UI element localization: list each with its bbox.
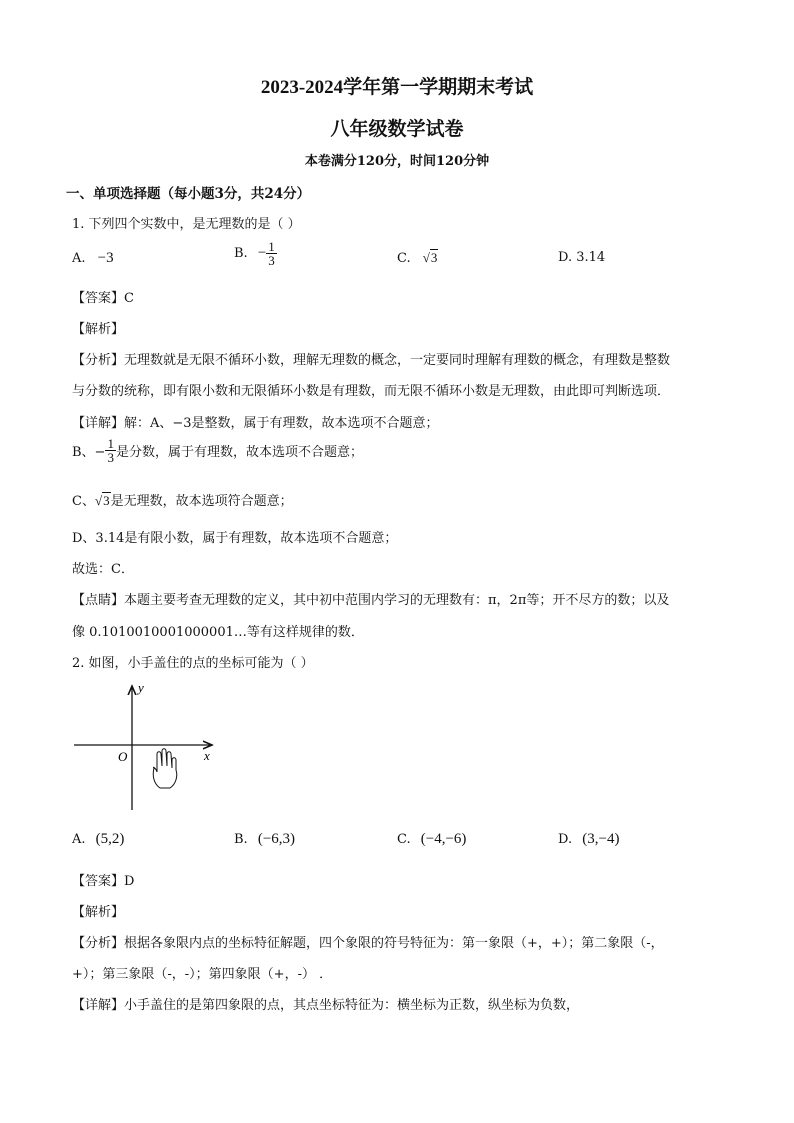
q2-fenxi-line-1: 【分析】根据各象限内点的坐标特征解题，四个象限的符号特征为：第一象限（+，+）；第二象限（-， [72, 936, 664, 951]
q2-fenxi-line-2: +）；第三象限（-，-）；第四象限（+，-） ． [72, 967, 333, 982]
q1-choose: 故选：C． [72, 562, 134, 577]
fraction-numerator: 1 [107, 436, 114, 451]
q1-option-b-sign: − [257, 245, 267, 261]
q2-option-b-label: B. [234, 832, 248, 847]
q1-xiangjie-line-1: 【详解】解：A、−3是整数，属于有理数，故本选项不合题意； [72, 416, 439, 431]
q1-option-b [234, 240, 277, 267]
sqrt-icon: √ [422, 250, 430, 265]
q1-xiangjie-2-fraction [105, 437, 116, 464]
q1-fenxi-line-1: 【分析】无理数就是无限不循环小数，理解无理数的概念，一定要同时理解有理数的概念，有理数是整数 [72, 353, 671, 368]
q1-stem: 1. 下列四个实数中，是无理数的是（ ） [72, 217, 301, 232]
q1-option-c-label: C. [397, 251, 411, 266]
sqrt-radicand: 3 [103, 493, 110, 508]
q1-option-c-sqrt [423, 250, 439, 265]
q1-xiangjie-3-prefix: C、 [72, 494, 95, 509]
q1-option-a-label: A. [72, 251, 86, 266]
q1-fenxi-line-2: 与分数的统称，即有限小数和无限循环小数是有理数，而无限不循环小数是无理数，由此即可判断选项． [72, 384, 671, 399]
q2-option-a-value: (5,2) [95, 831, 125, 847]
q2-option-c [397, 831, 466, 848]
hand-icon [153, 749, 177, 788]
q1-option-b-fraction [266, 240, 277, 267]
q1-xiangjie-2-suffix: 是分数，属于有理数，故本选项不合题意； [115, 445, 363, 460]
q1-xiangjie-3-sqrt [95, 492, 111, 508]
q1-dianjing-line-1: 【点睛】本题主要考查无理数的定义，其中初中范围内学习的无理数有：π，2π等；开不尽方的数；以及 [72, 593, 670, 608]
q1-xiangjie-2-prefix: B、− [72, 445, 106, 460]
q1-dianjing-line-2: 像 0.1010010001000001…等有这样规律的数． [72, 625, 364, 640]
sqrt-radicand: 3 [430, 250, 438, 265]
exam-title: 2023-2024学年第一学期期末考试 [260, 77, 534, 98]
q2-option-a [72, 831, 124, 848]
q2-option-c-value: (−4,−6) [420, 831, 467, 847]
q1-option-a [72, 250, 114, 267]
q1-xiangjie-3-suffix: 是无理数，故本选项符合题意； [110, 494, 293, 509]
q2-answer: 【答案】D [72, 874, 135, 889]
q1-option-a-value: −3 [97, 250, 114, 266]
q1-xiangjie-line-4: D、3.14是有限小数，属于有理数，故本选项不合题意； [72, 531, 398, 546]
q2-option-b [234, 831, 295, 848]
q2-option-d-value: (3,−4) [582, 831, 620, 847]
fraction-denominator: 3 [107, 450, 114, 465]
q1-option-b-label: B. [234, 246, 248, 261]
x-axis-label: x [204, 748, 210, 763]
sqrt-icon: √ [94, 493, 103, 508]
q2-xiangjie-line-1: 【详解】小手盖住的是第四象限的点，其点坐标特征为：横坐标为正数，纵坐标为负数， [72, 998, 580, 1013]
origin-label: O [118, 749, 128, 764]
q2-option-d [558, 831, 619, 848]
q1-xiangjie-line-3 [72, 490, 293, 509]
fraction-numerator: 1 [268, 239, 275, 254]
q2-option-a-label: A. [72, 832, 86, 847]
q2-option-d-label: D. [558, 832, 573, 847]
exam-subject-title: 八年级数学试卷 [330, 119, 464, 140]
q1-xiangjie-line-2 [72, 437, 363, 464]
exam-subtitle: 本卷满分120分，时间120分钟 [304, 154, 490, 169]
q2-analysis-label: 【解析】 [72, 905, 125, 920]
q1-option-c [397, 250, 438, 266]
q2-stem: 2. 如图，小手盖住的点的坐标可能为（ ） [72, 656, 314, 671]
q2-coordinate-figure [66, 680, 226, 815]
section-heading: 一、单项选择题（每小题3分，共24分） [66, 186, 311, 202]
q1-option-d: D. 3.14 [558, 250, 606, 265]
q2-option-b-value: (−6,3) [257, 831, 296, 847]
y-axis-label: y [138, 680, 144, 695]
q1-answer: 【答案】C [72, 291, 134, 306]
q1-analysis-label: 【解析】 [72, 322, 125, 337]
q2-option-c-label: C. [397, 832, 411, 847]
fraction-denominator: 3 [268, 253, 275, 268]
